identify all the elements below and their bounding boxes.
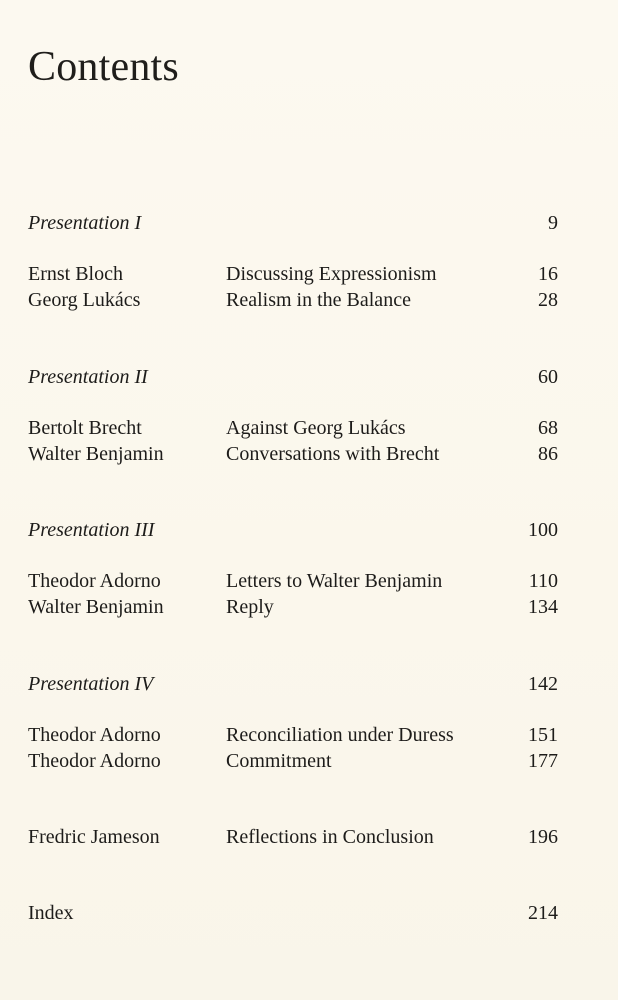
- index-label: Index: [28, 902, 74, 924]
- entry-title: Reconciliation under Duress: [226, 724, 454, 746]
- page-number: 151: [528, 724, 558, 746]
- entry-title: Conversations with Brecht: [226, 443, 440, 465]
- index-row: [0, 901, 618, 925]
- presentation-row: [0, 211, 618, 235]
- page-number: 86: [538, 443, 558, 465]
- page-number: 100: [528, 519, 558, 541]
- entry-author: Walter Benjamin: [28, 443, 164, 465]
- page-number: 110: [528, 570, 558, 592]
- page-number: 28: [538, 289, 558, 311]
- page-number: 142: [528, 673, 558, 695]
- toc-entry: [0, 416, 618, 440]
- toc-entry: [0, 723, 618, 747]
- presentation-row: [0, 672, 618, 696]
- entry-author: Theodor Adorno: [28, 570, 161, 592]
- toc-entry: [0, 595, 618, 619]
- entry-author: Fredric Jameson: [28, 826, 160, 848]
- entry-title: Against Georg Lukács: [226, 417, 406, 439]
- page-title: Contents: [28, 44, 179, 90]
- entry-author: Georg Lukács: [28, 289, 141, 311]
- page-number: 134: [528, 596, 558, 618]
- toc-entry: [0, 262, 618, 286]
- entry-author: Theodor Adorno: [28, 750, 161, 772]
- toc-entry: [0, 825, 618, 849]
- entry-title: Realism in the Balance: [226, 289, 411, 311]
- page-number: 9: [548, 212, 558, 234]
- presentation-label: Presentation II: [28, 366, 148, 388]
- entry-title: Discussing Expressionism: [226, 263, 437, 285]
- page-number: 214: [528, 902, 558, 924]
- entry-author: Walter Benjamin: [28, 596, 164, 618]
- entry-title: Reflections in Conclusion: [226, 826, 434, 848]
- page-number: 68: [538, 417, 558, 439]
- toc-entry: [0, 749, 618, 773]
- presentation-label: Presentation I: [28, 212, 142, 234]
- page-number: 196: [528, 826, 558, 848]
- entry-title: Commitment: [226, 750, 332, 772]
- page-number: 60: [538, 366, 558, 388]
- toc-entry: [0, 288, 618, 312]
- presentation-label: Presentation III: [28, 519, 155, 541]
- entry-author: Ernst Bloch: [28, 263, 123, 285]
- presentation-row: [0, 365, 618, 389]
- entry-title: Reply: [226, 596, 274, 618]
- entry-author: Bertolt Brecht: [28, 417, 142, 439]
- page-number: 177: [528, 750, 558, 772]
- page-number: 16: [538, 263, 558, 285]
- toc-entry: [0, 569, 618, 593]
- presentation-label: Presentation IV: [28, 673, 154, 695]
- toc-entry: [0, 442, 618, 466]
- entry-author: Theodor Adorno: [28, 724, 161, 746]
- presentation-row: [0, 518, 618, 542]
- entry-title: Letters to Walter Benjamin: [226, 570, 443, 592]
